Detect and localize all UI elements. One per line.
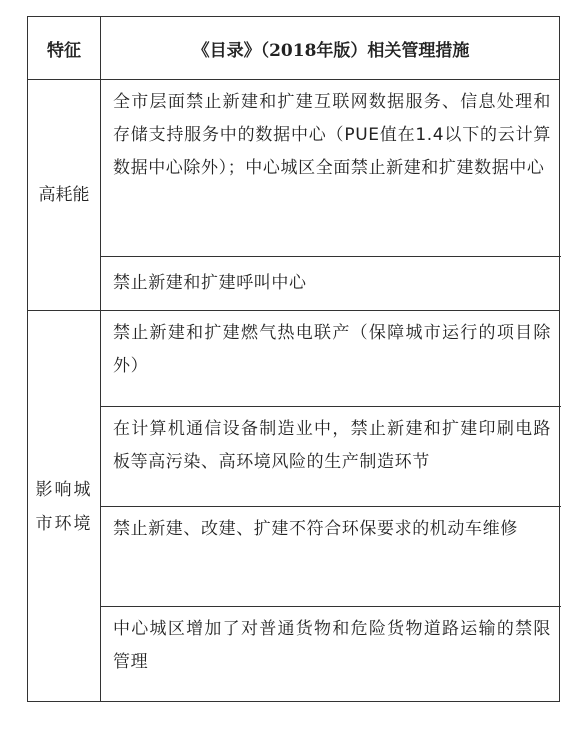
measure-call-center: 禁止新建和扩建呼叫中心 [113, 273, 307, 293]
feature-environment: 影响城市环境 [35, 479, 93, 534]
measure-gas-chp: 禁止新建和扩建燃气热电联产（保障城市运行的项目除外） [113, 323, 551, 376]
header-feature: 特征 [47, 40, 81, 61]
feature-high-energy: 高耗能 [38, 185, 90, 205]
measure-pcb: 在计算机通信设备制造业中，禁止新建和扩建印刷电路板等高污染、高环境风险的生产制造环节 [113, 419, 551, 472]
measure-data-center: 全市层面禁止新建和扩建互联网数据服务、信息处理和存储支持服务中的数据中心（PUE值在1.4以下的云计算数据中心除外）；中心城区全面禁止新建和扩建数据中心 [113, 92, 551, 178]
measure-road-transport: 中心城区增加了对普通货物和危险货物道路运输的禁限管理 [113, 619, 551, 672]
measures-table [27, 16, 560, 702]
measure-vehicle-repair: 禁止新建、改建、扩建不符合环保要求的机动车维修 [113, 519, 518, 539]
header-measures: 《目录》（2018年版）相关管理措施 [192, 40, 470, 61]
